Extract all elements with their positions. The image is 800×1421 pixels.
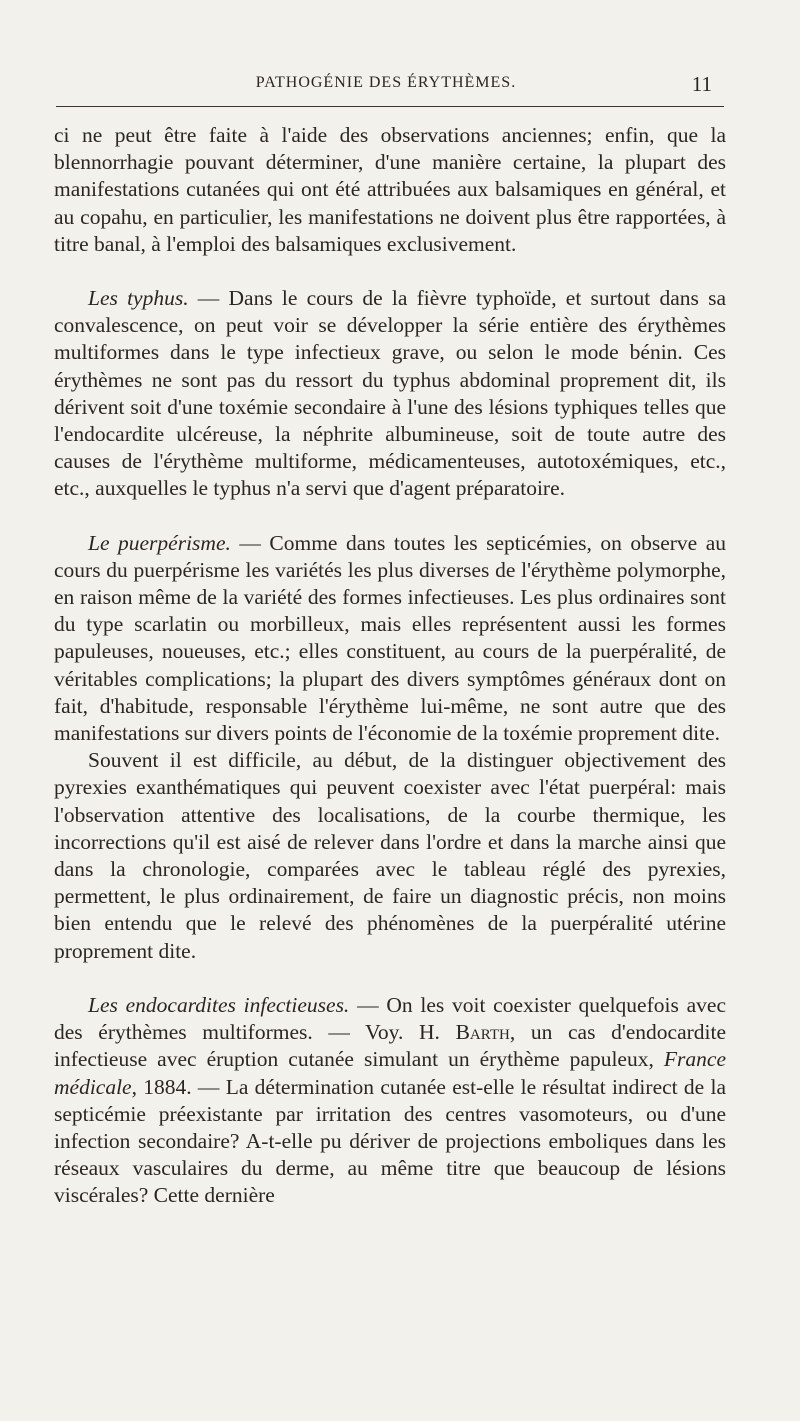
paragraph-diagnostic [54, 747, 726, 965]
paragraph-text: — Comme dans toutes les septicémies, on observe au cours du puerpérisme les variétés les plus diverses de l'érythème polymorphe, en raison même de la variété des formes infectieuses. Les plus ordinaires sont du type scarlatin ou morbilleux, mais elles représentent aussi les formes papuleuses, noueuses, etc.; elles constituent, au cours de la puerpéralité, de véritables complications; la plupart des divers symptômes généraux dont on fait, d'habitude, responsable l'érythème lui-même, ne sont autre que des manifestations sur divers points de l'économie de la toxémie proprement dite. [54, 530, 727, 746]
paragraph-continuation [54, 122, 726, 258]
paragraph-text: — On les voit coexister quelquefois avec des érythèmes multiformes. — Voy. H. [54, 992, 726, 1045]
page-number: 11 [691, 72, 712, 96]
running-head [56, 72, 716, 102]
paragraph-text: ci ne peut être faite à l'aide des observations anciennes; enfin, que la blennorrhagie pouvant déterminer, d'une manière certaine, la plupart des manifestations cutanées qui ont été attribuées aux balsamiques en général, et au copahu, en particulier, les manifestations ne doivent plus être rapportées, à titre banal, à l'emploi des balsamiques exclusivement. [54, 123, 726, 256]
paragraph-text: , 1884. — La détermination cutanée est-elle le résultat indirect de la septicémie préexistante par irritation des centres vasomoteurs, ou d'une infection secondaire? A-t-elle pu dériver de projections emboliques dans les réseaux vasculaires du derme, au même titre que beaucoup de lésions viscérales? Cette dernière [54, 1074, 726, 1208]
paragraph-text: , un cas d'endocardite infectieuse avec éruption cutanée simulant un érythème papuleux, [54, 1020, 727, 1072]
author-name: Barth [455, 1020, 510, 1045]
paragraph-puerperisme [54, 530, 726, 748]
journal-title: France médicale [54, 1047, 726, 1099]
running-title: PATHOGÉNIE DES ÉRYTHÈMES. [255, 74, 517, 91]
paragraph-endocardites [54, 992, 726, 1210]
paragraph-lead: Le puerpérisme. [88, 530, 231, 555]
paragraph-text: Souvent il est difficile, au début, de la distinguer objectivement des pyrexies exanthématiques qui peuvent coexister avec l'état puerpéral: mais l'observation attentive des localisations, de la courbe thermique, les incorrections qu'il est aisé de relever dans l'ordre et dans la marche ainsi que dans la chronologie, comparées avec le tableau réglé des pyrexies, permettent, le plus ordinairement, de faire un diagnostic précis, non moins bien entendu que le relevé des phénomènes de la puerpéralité utérine proprement dite. [54, 748, 726, 963]
paragraph-lead: Les endocardites infectieuses. [88, 992, 350, 1017]
paragraph-typhus [54, 285, 726, 503]
paragraph-lead: Les typhus. [88, 286, 189, 311]
paragraph-text: — Dans le cours de la fièvre typhoïde, et surtout dans sa convalescence, on peut voir se développer la série entière des érythèmes multiformes dans le type infectieux grave, ou selon le mode bénin. Ces érythèmes ne sont pas du ressort du typhus abdominal proprement dit, ils dérivent soit d'une toxémie secondaire à l'une des lésions typhiques telles que l'endocardite ulcéreuse, la néphrite albumineuse, soit de toute autre des causes de l'érythème multiforme, médicamenteuses, autotoxémiques, etc., etc., auxquelles le typhus n'a servi que d'agent préparatoire. [54, 286, 726, 501]
body-text [54, 122, 726, 1210]
header-rule [56, 106, 724, 107]
